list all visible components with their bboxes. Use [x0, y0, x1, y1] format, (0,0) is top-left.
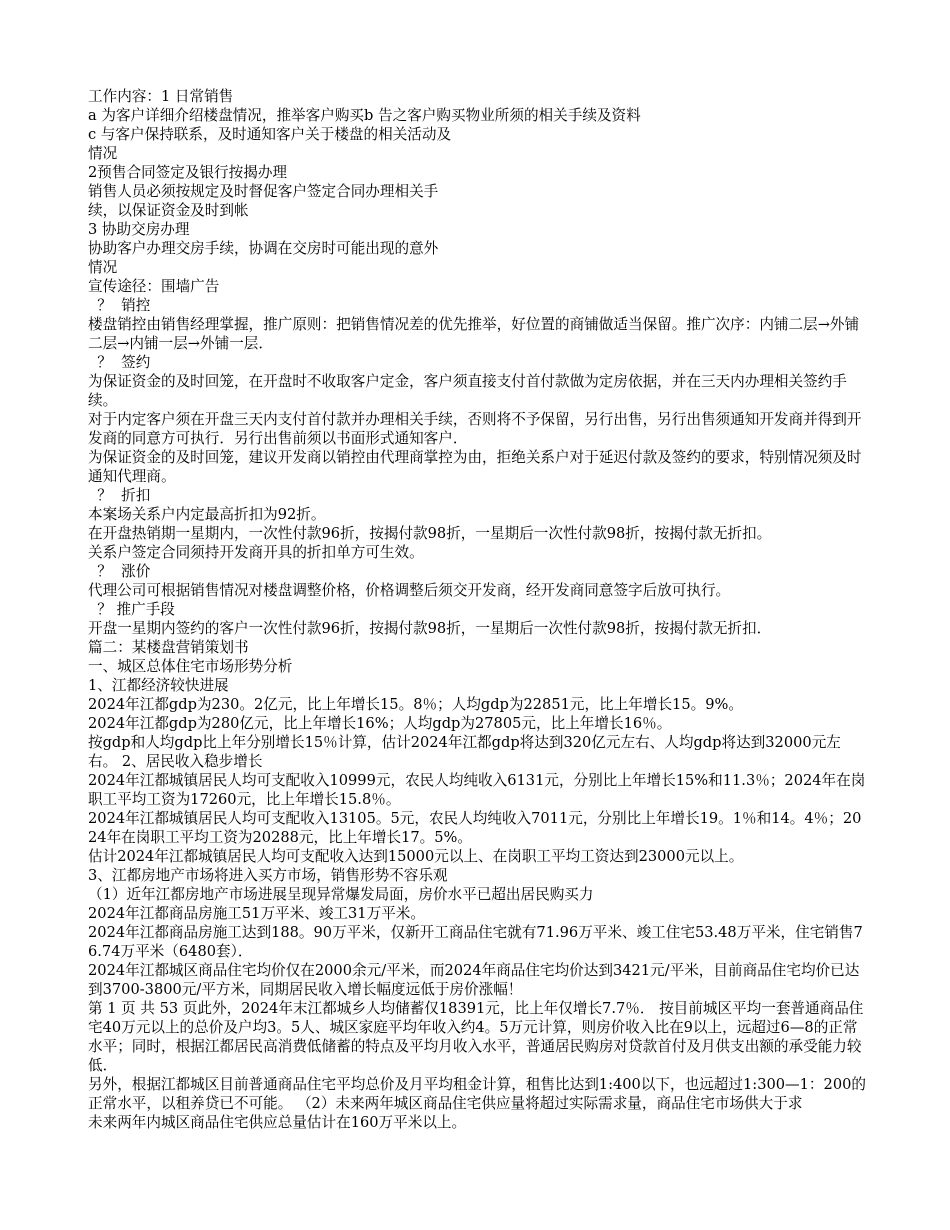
text-line: 情况	[88, 259, 118, 276]
paragraph: 代理公司可根据销售情况对楼盘调整价格，价格调整后须交开发商，经开发商同意签字后放可执行。	[88, 582, 731, 599]
text-line: c 与客户保持联系，及时通知客户关于楼盘的相关活动及	[88, 126, 452, 143]
text-line: 协助客户办理交房手续，协调在交房时可能出现的意外	[88, 240, 439, 257]
paragraph: 为保证资金的及时回笼，建议开发商以销控由代理商掌控为由，拒绝关系户对于延迟付款及签约的要求，特别情况须及时通知代理商。	[88, 449, 862, 485]
paragraph: 对于内定客户须在开盘三天内支付首付款并办理相关手续，否则将不予保留，另行出售，另行出售须通知开发商并得到开发商的同意方可执行．另行出售前须以书面形式通知客户．	[88, 411, 862, 447]
section-marker: ？ 推广手段	[88, 601, 175, 618]
paragraph: 按gdp和人均gdp比上年分别增长15％计算，估计2024年江都gdp将达到320亿元左右、人均gdp将达到32000元左右。 2、居民收入稳步增长	[88, 734, 841, 770]
paragraph: 本案场关系户内定最高折扣为92折。	[88, 506, 326, 523]
paragraph: 未来两年内城区商品住宅供应总量估计在160万平米以上。	[88, 1114, 467, 1131]
paragraph: 第 1 页 共 53 页此外，2024年末江都城乡人均储蓄仅18391元，比上年仅增长7.7％． 按目前城区平均一套普通商品住宅40万元以上的总价及户均3。5人、城区家庭平均年收入约4。5万元计算，则房价收入比在9以上，远超过6—8的正常水平；同时，根据江都居民高消费低储蓄的特点及平均月收入水平，普通居民购房对贷款首付及月供支出额的承受能力较低．	[88, 1000, 864, 1074]
section-marker: ？ 涨价	[88, 563, 151, 580]
text-line: 续，以保证资金及时到帐	[88, 202, 249, 219]
paragraph: 2024年江都商品房施工51万平米、竣工31万平米。	[88, 905, 425, 922]
paragraph: 2024年江都城镇居民人均可支配收入13105。5元，农民人均纯收入7011元，分别比上年增长19。1％和14。4％；2024年在岗职工平均工资为20288元，比上年增长17。5%。	[88, 810, 862, 846]
paragraph: 开盘一星期内签约的客户一次性付款96折，按揭付款98折，一星期后一次性付款98折，按揭付款无折扣．	[88, 620, 772, 637]
text-line: 工作内容：1 日常销售	[88, 88, 234, 105]
text-line: 情况	[88, 145, 118, 162]
paragraph: 2024年江都城镇居民人均可支配收入10999元，农民人均纯收入6131元，分别比上年增长15%和11.3％；2024年在岗职工平均工资为17260元，比上年增长15.8％。	[88, 772, 866, 808]
paragraph: 2024年江都gdp为280亿元，比上年增长16%；人均gdp为27805元，比上年增长16％。	[88, 715, 672, 732]
text-line: 3 协助交房办理	[88, 221, 190, 238]
section-marker: ？ 销控	[88, 297, 151, 314]
section-marker: ？ 签约	[88, 354, 151, 371]
paragraph: 2024年江都城区商品住宅均价仅在2000余元/平米，而2024年商品住宅均价达到3421元/平米，目前商品住宅均价已达到3700-3800元/平方米，同期居民收入增长幅度远低于房价涨幅！	[88, 962, 860, 998]
heading: 1、江都经济较快进展	[88, 677, 229, 694]
paragraph: 估计2024年江都城镇居民人均可支配收入达到15000元以上、在岗职工平均工资达到23000元以上。	[88, 848, 744, 865]
text-line: 2预售合同签定及银行按揭办理	[88, 164, 288, 181]
text-line: 宣传途径：围墙广告	[88, 278, 220, 295]
text-line: a 为客户详细介绍楼盘情况，推举客户购买b 告之客户购买物业所须的相关手续及资料	[88, 107, 641, 124]
paragraph: （1）近年江都房地产市场进展呈现异常爆发局面，房价水平已超出居民购买力	[88, 886, 594, 903]
text-line: 销售人员必须按规定及时督促客户签定合同办理相关手	[88, 183, 439, 200]
paragraph: 在开盘热销期一星期内，一次性付款96折，按揭付款98折，一星期后一次性付款98折，按揭付款无折扣。	[88, 525, 772, 542]
paragraph: 2024年江都商品房施工达到188。90万平米，仅新开工商品住宅就有71.96万平米、竣工住宅53.48万平米，住宅销售76.74万平米（6480套）．	[88, 924, 863, 960]
article-title: 篇二：某楼盘营销策划书	[88, 639, 249, 656]
document-body	[88, 87, 868, 1132]
heading: 一、城区总体住宅市场形势分析	[88, 658, 293, 675]
paragraph: 另外，根据江都城区目前普通商品住宅平均总价及月平均租金计算，租售比达到1:400以下，也远超过1:300—1：200的正常水平，以租养贷已不可能。 （2）未来两年城区商品住宅供应量将超过实际需求量，商品住宅市场供大于求	[88, 1076, 866, 1112]
section-marker: ？ 折扣	[88, 487, 151, 504]
paragraph: 为保证资金的及时回笼，在开盘时不收取客户定金，客户须直接支付首付款做为定房依据，并在三天内办理相关签约手续。	[88, 373, 847, 409]
heading: 3、江都房地产市场将进入买方市场，销售形势不容乐观	[88, 867, 448, 884]
paragraph: 楼盘销控由销售经理掌握，推广原则：把销售情况差的优先推举，好位置的商铺做适当保留。推广次序：内铺二层→外铺二层→内铺一层→外铺一层．	[88, 316, 860, 352]
paragraph: 2024年江都gdp为230。2亿元，比上年增长15。8％；人均gdp为22851元，比上年增长15。9%。	[88, 696, 743, 713]
paragraph: 关系户签定合同须持开发商开具的折扣单方可生效。	[88, 544, 424, 561]
